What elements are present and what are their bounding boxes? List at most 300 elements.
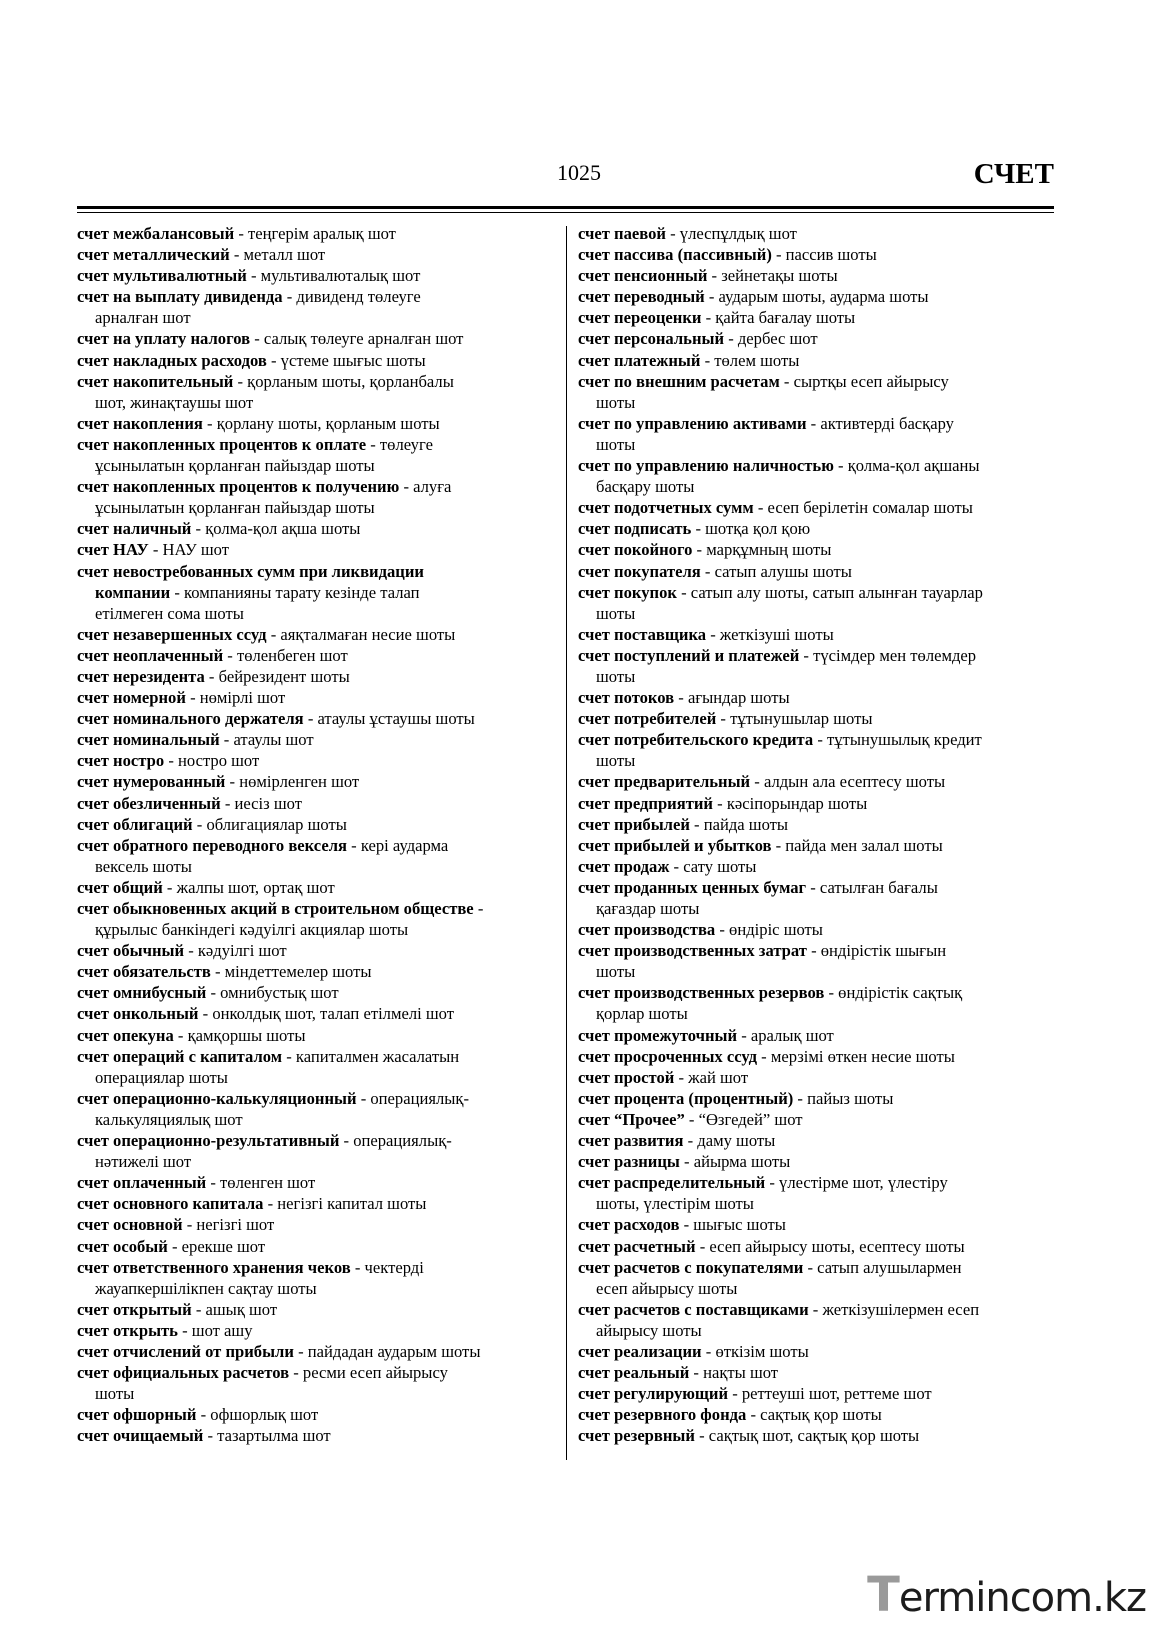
entry-term: счет покупок [578, 582, 677, 602]
dictionary-entry [77, 244, 555, 265]
dictionary-entry [77, 624, 555, 645]
dictionary-entry [77, 835, 555, 877]
dictionary-entry [77, 687, 555, 708]
entry-definition: - өндірістік сақтық [824, 983, 963, 1003]
entry-term: счет офшорный [77, 1405, 197, 1425]
dictionary-entry [578, 645, 1053, 687]
entry-definition: - кері аударма [347, 835, 449, 855]
entry-term: счет операционно-результативный [77, 1131, 340, 1151]
entry-definition: - операциялық- [339, 1131, 452, 1151]
entry-term: счет разницы [578, 1152, 680, 1172]
entry-definition: арналған шот [95, 308, 191, 328]
entry-definition: шоты [596, 751, 636, 771]
entry-term: счет предприятий [578, 793, 713, 813]
dictionary-entry [578, 286, 1053, 307]
entry-term: счет покойного [578, 540, 693, 560]
entry-term: счет покупателя [578, 561, 701, 581]
entry-definition: - қолма-қол ақша шоты [191, 519, 361, 539]
entry-term: счет промежуточный [578, 1025, 738, 1045]
entry-term: счет открытый [77, 1299, 192, 1319]
entry-term: счет паевой [578, 224, 666, 243]
entry-definition: - ресми есеп айырысу [289, 1363, 448, 1383]
entry-term: счет обычный [77, 941, 185, 961]
entry-definition: - металл шот [229, 245, 326, 265]
entry-definition: - НАУ шот [148, 540, 230, 560]
dictionary-entry [578, 1067, 1053, 1088]
entry-definition: - алдын ала есептесу шоты [750, 772, 946, 792]
entry-term: счет просроченных ссуд [578, 1046, 758, 1066]
dictionary-entry [578, 1299, 1053, 1341]
entry-definition: - нөмірлі шот [185, 688, 286, 708]
dictionary-entry [77, 898, 555, 940]
entry-definition: - пайыз шоты [793, 1088, 894, 1108]
entry-definition: - капиталмен жасалатын [282, 1046, 460, 1066]
entry-definition: жауапкершілікпен сақтау шоты [95, 1278, 317, 1298]
entry-definition: шоты [596, 392, 636, 412]
entry-term: счет онкольный [77, 1004, 199, 1024]
entry-definition: - марқұмның шоты [692, 540, 832, 560]
entry-definition: - сыртқы есеп айырысу [779, 371, 949, 391]
entry-term: счет оплаченный [77, 1173, 207, 1193]
entry-definition: есеп айырысу шоты [596, 1278, 738, 1298]
entry-term: счет расходов [578, 1215, 680, 1235]
entry-definition: - реттеуші шот, реттеме шот [728, 1384, 932, 1404]
entry-term: счет нумерованный [77, 772, 226, 792]
entry-definition: - иесіз шот [220, 793, 302, 813]
entry-term: счет персональный [578, 329, 725, 349]
entry-term: счет официальных расчетов [77, 1363, 290, 1383]
entry-definition: - сақтық қор шоты [746, 1405, 882, 1425]
dictionary-entry [578, 371, 1053, 413]
dictionary-entry [77, 961, 555, 982]
entry-definition: шоты, үлестірім шоты [596, 1194, 754, 1214]
entry-term: счет основной [77, 1215, 183, 1235]
left-column [77, 223, 555, 1446]
entry-term: счет накопления [77, 413, 203, 433]
entry-definition: - сатып алушы шоты [700, 561, 852, 581]
dictionary-entry [77, 940, 555, 961]
entry-definition: шот, жинақтаушы шот [95, 392, 254, 412]
dictionary-entry [578, 307, 1053, 328]
entry-term: счет операций с капиталом [77, 1046, 283, 1066]
entry-definition: - операциялық- [356, 1088, 469, 1108]
entry-term: счет переоценки [578, 308, 702, 328]
entry-term: счет наличный [77, 519, 192, 539]
entry-definition: - ностро шот [164, 751, 260, 771]
entry-term: счет НАУ [77, 540, 149, 560]
dictionary-entry [77, 1341, 555, 1362]
entry-definition: - сатылған бағалы [806, 877, 938, 897]
entry-definition: - даму шоты [683, 1131, 776, 1151]
dictionary-entry [77, 476, 555, 518]
entry-term: счет потребительского кредита [578, 730, 814, 750]
entry-definition: - негізгі капитал шоты [263, 1194, 427, 1214]
entry-definition: - қайта бағалау шоты [701, 308, 856, 328]
dictionary-entry [578, 1214, 1053, 1235]
entry-term: счет незавершенных ссуд [77, 624, 267, 644]
entry-definition: қағаздар шоты [596, 899, 700, 918]
entry-definition: - омнибустық шот [206, 983, 339, 1003]
entry-term: счет ответственного хранения чеков [77, 1257, 351, 1277]
entry-term: счет накопленных процентов к получению [77, 477, 400, 497]
termincom-logo: Termincom.kz [867, 1567, 1146, 1623]
dictionary-entry [77, 1025, 555, 1046]
dictionary-entry [77, 1257, 555, 1299]
entry-definition: - негізгі шот [182, 1215, 275, 1235]
entry-term: счет проданных ценных бумаг [578, 877, 807, 897]
entry-definition: - жеткізушілермен есеп [808, 1299, 980, 1319]
dictionary-entry [77, 814, 555, 835]
entry-term: счет простой [578, 1067, 675, 1087]
entry-term: счет обратного переводного векселя [77, 835, 348, 855]
dictionary-entry [77, 1088, 555, 1130]
entry-definition: шоты [596, 962, 636, 982]
entry-term: счет общий [77, 877, 163, 897]
entry-definition: - зейнетақы шоты [707, 266, 838, 286]
entry-definition: - есеп берілетін сомалар шоты [753, 498, 973, 518]
entry-definition: - үлестірме шот, үлестіру [765, 1173, 948, 1193]
entry-term: счет обезличенный [77, 793, 221, 813]
dictionary-entry [77, 539, 555, 560]
entry-term: счет реальный [578, 1363, 690, 1383]
dictionary-entry [77, 371, 555, 413]
entry-term: счет пассива (пассивный) [578, 245, 772, 265]
dictionary-entry [578, 1151, 1053, 1172]
dictionary-entry [578, 835, 1053, 856]
entry-definition: - төленбеген шот [223, 645, 348, 665]
entry-term: счет поступлений и платежей [578, 645, 800, 665]
entry-definition: - офшорлық шот [196, 1405, 319, 1425]
entry-definition: - жай шот [674, 1067, 749, 1087]
entry-definition: - жеткізуші шоты [706, 624, 834, 644]
entry-term: счет расчетный [578, 1236, 696, 1256]
header-rule-thin [77, 212, 1054, 213]
entry-definition: - дербес шот [724, 329, 818, 349]
entry-term: счет на выплату дивиденда [77, 287, 283, 307]
entry-term: счет нерезидента [77, 666, 205, 686]
dictionary-entry [578, 582, 1053, 624]
dictionary-entry [77, 729, 555, 750]
entry-definition: - сатып алу шоты, сатып алынған тауарлар [676, 582, 983, 602]
entry-definition: - [473, 899, 484, 918]
dictionary-entry [578, 856, 1053, 877]
dictionary-entry [77, 1236, 555, 1257]
entry-term: счет неоплаченный [77, 645, 224, 665]
entry-term: счет омнибусный [77, 983, 207, 1003]
entry-term: счет особый [77, 1236, 168, 1256]
page-number: 1025 [557, 160, 601, 185]
entry-definition: - пайда шоты [689, 814, 789, 834]
entry-term: счет мультивалютный [77, 266, 247, 286]
dictionary-entry [77, 561, 555, 624]
dictionary-entry [77, 1404, 555, 1425]
entry-term: счет производственных затрат [578, 941, 807, 961]
entry-term: счет ностро [77, 751, 165, 771]
entry-definition: вексель шоты [95, 856, 192, 876]
entry-definition: басқару шоты [596, 477, 695, 497]
entry-term: счет межбалансовый [77, 224, 235, 243]
entry-term: счет облигаций [77, 814, 193, 834]
dictionary-entry [77, 666, 555, 687]
entry-definition: - сату шоты [669, 856, 757, 876]
dictionary-entry [578, 1172, 1053, 1214]
entry-definition: - үлеспұлдық шот [665, 224, 797, 243]
entry-definition: - аралық шот [737, 1025, 834, 1045]
entry-definition: - пассив шоты [771, 245, 877, 265]
entry-term: счет прибылей [578, 814, 690, 834]
entry-term: счет подписать [578, 519, 692, 539]
entry-definition: қорлар шоты [596, 1004, 688, 1024]
entry-definition: ұсынылатын қорланған пайыздар шоты [95, 456, 375, 476]
dictionary-entry [77, 1193, 555, 1214]
entry-definition: - кәсіпорындар шоты [713, 793, 868, 813]
dictionary-entry [77, 265, 555, 286]
entry-definition: - қорлану шоты, қорланым шоты [202, 413, 440, 433]
entry-definition: - аударым шоты, аударма шоты [704, 287, 929, 307]
entry-term: счет по внешним расчетам [578, 371, 780, 391]
dictionary-entry [578, 1130, 1053, 1151]
dictionary-entry [77, 1214, 555, 1235]
dictionary-entry [578, 793, 1053, 814]
entry-term: счет резервного фонда [578, 1405, 747, 1425]
dictionary-entry [77, 1172, 555, 1193]
entry-definition: нәтижелі шот [95, 1152, 192, 1172]
dictionary-entry [77, 1320, 555, 1341]
dictionary-entry [77, 1425, 555, 1446]
dictionary-entry [578, 940, 1053, 982]
entry-term: счет регулирующий [578, 1384, 729, 1404]
entry-definition: - ағындар шоты [674, 688, 790, 708]
entry-term: счет подотчетных сумм [578, 498, 754, 518]
dictionary-entry [578, 1425, 1053, 1446]
entry-term: счет операционно-калькуляционный [77, 1088, 357, 1108]
dictionary-entry [578, 1383, 1053, 1404]
entry-definition: - бейрезидент шоты [204, 666, 350, 686]
entry-definition: - жалпы шот, ортақ шот [162, 877, 335, 897]
entry-definition: - есеп айырысу шоты, есептесу шоты [695, 1236, 965, 1256]
dictionary-entry [77, 286, 555, 328]
dictionary-entry [578, 1109, 1053, 1130]
entry-term: счет переводный [578, 287, 705, 307]
entry-definition: - сатып алушылармен [803, 1257, 962, 1277]
entry-definition: - салық төлеуге арналған шот [250, 329, 464, 349]
dictionary-entry [77, 708, 555, 729]
entry-definition: - чектерді [350, 1257, 424, 1277]
entry-definition: - атаулы шот [219, 730, 314, 750]
dictionary-entry [578, 1341, 1053, 1362]
dictionary-entry [578, 244, 1053, 265]
entry-definition: - өндірістік шығын [806, 941, 947, 961]
dictionary-entry [77, 645, 555, 666]
entry-definition: - сақтық шот, сақтық қор шоты [694, 1426, 920, 1446]
entry-definition: - компанияны тарату кезінде талап [170, 582, 420, 602]
dictionary-entry [578, 413, 1053, 455]
dictionary-entry [578, 1025, 1053, 1046]
entry-definition: - алуға [399, 477, 452, 497]
entry-definition: - нөмірленген шот [225, 772, 360, 792]
dictionary-entry [77, 328, 555, 349]
entry-term: счет металлический [77, 245, 230, 265]
dictionary-entry [578, 561, 1053, 582]
entry-definition: шоты [596, 603, 636, 623]
entry-term: счет платежный [578, 350, 701, 370]
entry-definition: құрылыс банкіндегі кәдуілгі акциялар шоты [95, 920, 409, 940]
entry-term: компании [95, 582, 171, 602]
dictionary-entry [578, 350, 1053, 371]
dictionary-entry [578, 328, 1053, 349]
entry-term: счет накопительный [77, 371, 234, 391]
entry-term: счет резервный [578, 1426, 695, 1446]
dictionary-entry [578, 1046, 1053, 1067]
entry-definition: - “Өзгедей” шот [684, 1109, 803, 1129]
entry-definition: - пайда мен залал шоты [771, 835, 943, 855]
entry-term: счет расчетов с поставщиками [578, 1299, 809, 1319]
dictionary-entry [578, 708, 1053, 729]
dictionary-entry [77, 1046, 555, 1088]
dictionary-entry [578, 1236, 1053, 1257]
entry-term: счет пенсионный [578, 266, 708, 286]
entry-definition: - шот ашу [177, 1320, 253, 1340]
entry-term: счет продаж [578, 856, 670, 876]
entry-term: счет обыкновенных акций в строительном обществе [77, 899, 474, 918]
entry-definition: - шығыс шоты [679, 1215, 786, 1235]
entry-term: счет потребителей [578, 709, 717, 729]
entry-term: счет потоков [578, 688, 675, 708]
entry-definition: - тұтынушылық кредит [813, 730, 982, 750]
dictionary-entry [77, 1299, 555, 1320]
dictionary-entry [77, 413, 555, 434]
dictionary-entry [578, 265, 1053, 286]
entry-term: счет прибылей и убытков [578, 835, 772, 855]
entry-term: счет отчислений от прибыли [77, 1341, 294, 1361]
entry-term: счет предварительный [578, 772, 751, 792]
dictionary-entry [578, 455, 1053, 497]
dictionary-entry [578, 814, 1053, 835]
entry-term: счет накопленных процентов к оплате [77, 434, 367, 454]
dictionary-entry [578, 1362, 1053, 1383]
entry-term: счет на уплату налогов [77, 329, 251, 349]
entry-definition: - мерзімі өткен несие шоты [757, 1046, 955, 1066]
dictionary-entry [578, 771, 1053, 792]
entry-definition: - ерекше шот [167, 1236, 266, 1256]
entry-term: счет “Прочее” [578, 1109, 685, 1129]
dictionary-entry [77, 434, 555, 476]
entry-definition: шоты [95, 1384, 135, 1404]
entry-definition: - шотқа қол қою [691, 519, 811, 539]
entry-term: счет реализации [578, 1341, 702, 1361]
entry-term: счет развития [578, 1131, 684, 1151]
entry-term: счет номерной [77, 688, 186, 708]
entry-definition: - атаулы ұстаушы шоты [303, 709, 475, 729]
entry-term: счет по управлению наличностью [578, 456, 834, 476]
dictionary-entry [578, 877, 1053, 919]
entry-term: счет обязательств [77, 962, 211, 982]
entry-term: счет открыть [77, 1320, 178, 1340]
entry-term: счет накладных расходов [77, 350, 267, 370]
entry-definition: - кәдуілгі шот [184, 941, 287, 961]
entry-definition: - түсімдер мен төлемдер [799, 645, 977, 665]
entry-term: счет номинального держателя [77, 709, 304, 729]
entry-definition: - нақты шот [689, 1363, 779, 1383]
entry-definition: калькуляциялық шот [95, 1109, 243, 1129]
dictionary-entry [578, 919, 1053, 940]
entry-definition: - айырма шоты [679, 1152, 791, 1172]
entry-definition: - қорланым шоты, қорланбалы [233, 371, 454, 391]
entry-definition: - тұтынушылар шоты [716, 709, 873, 729]
right-column [578, 223, 1053, 1446]
entry-definition: - қолма-қол ақшаны [833, 456, 980, 476]
dictionary-entry [77, 518, 555, 539]
column-divider [566, 226, 567, 1460]
entry-definition: - өткізім шоты [701, 1341, 809, 1361]
entry-definition: шоты [596, 666, 636, 686]
entry-definition: шоты [596, 434, 636, 454]
dictionary-entry [77, 1003, 555, 1024]
entry-definition: етілмеген сома шоты [95, 603, 244, 623]
entry-term: счет производственных резервов [578, 983, 825, 1003]
entry-term: счет номинальный [77, 730, 220, 750]
running-headword: СЧЕТ [973, 158, 1054, 190]
dictionary-entry [578, 1257, 1053, 1299]
entry-term: счет расчетов с покупателями [578, 1257, 804, 1277]
entry-definition: - аяқталмаған несие шоты [266, 624, 456, 644]
entry-definition: - төленген шот [206, 1173, 316, 1193]
entry-definition: - үстеме шығыс шоты [266, 350, 426, 370]
dictionary-entry [578, 1088, 1053, 1109]
entry-definition: - активтерді басқару [806, 413, 954, 433]
entry-term: счет производства [578, 920, 716, 940]
dictionary-entry [77, 1362, 555, 1404]
entry-term: счет процента (процентный) [578, 1088, 794, 1108]
entry-definition: айырысу шоты [596, 1320, 702, 1340]
dictionary-entry [578, 518, 1053, 539]
entry-term: счет очищаемый [77, 1426, 204, 1446]
entry-term: счет основного капитала [77, 1194, 264, 1214]
dictionary-entry [578, 624, 1053, 645]
dictionary-entry [578, 223, 1053, 244]
entry-definition: - төлем шоты [700, 350, 800, 370]
entry-definition: - ашық шот [191, 1299, 278, 1319]
entry-definition: - пайдадан аударым шоты [293, 1341, 481, 1361]
dictionary-entry [578, 729, 1053, 771]
entry-term: счет по управлению активами [578, 413, 807, 433]
entry-definition: операциялар шоты [95, 1067, 228, 1087]
header-rule-thick [77, 206, 1054, 209]
entry-definition: - төлеуге [366, 434, 433, 454]
entry-definition: - өндіріс шоты [715, 920, 823, 940]
dictionary-entry [77, 223, 555, 244]
entry-term: счет поставщика [578, 624, 707, 644]
entry-term: счет невостребованных сумм при ликвидации [77, 561, 424, 581]
entry-definition: - онколдық шот, талап етілмелі шот [198, 1004, 454, 1024]
dictionary-entry [77, 982, 555, 1003]
entry-term: счет опекуна [77, 1025, 174, 1045]
entry-definition: - облигациялар шоты [192, 814, 347, 834]
dictionary-entry [77, 771, 555, 792]
dictionary-entry [578, 539, 1053, 560]
entry-definition: - дивиденд төлеуге [282, 287, 421, 307]
entry-definition: - қамқоршы шоты [173, 1025, 306, 1045]
entry-definition: - мультивалюталық шот [246, 266, 421, 286]
dictionary-entry [77, 793, 555, 814]
dictionary-entry [77, 350, 555, 371]
dictionary-entry [77, 750, 555, 771]
entry-definition: - теңгерім аралық шот [234, 224, 396, 243]
entry-definition: ұсынылатын қорланған пайыздар шоты [95, 498, 375, 518]
entry-definition: - тазартылма шот [203, 1426, 331, 1446]
entry-term: счет распределительный [578, 1173, 766, 1193]
dictionary-entry [77, 1130, 555, 1172]
